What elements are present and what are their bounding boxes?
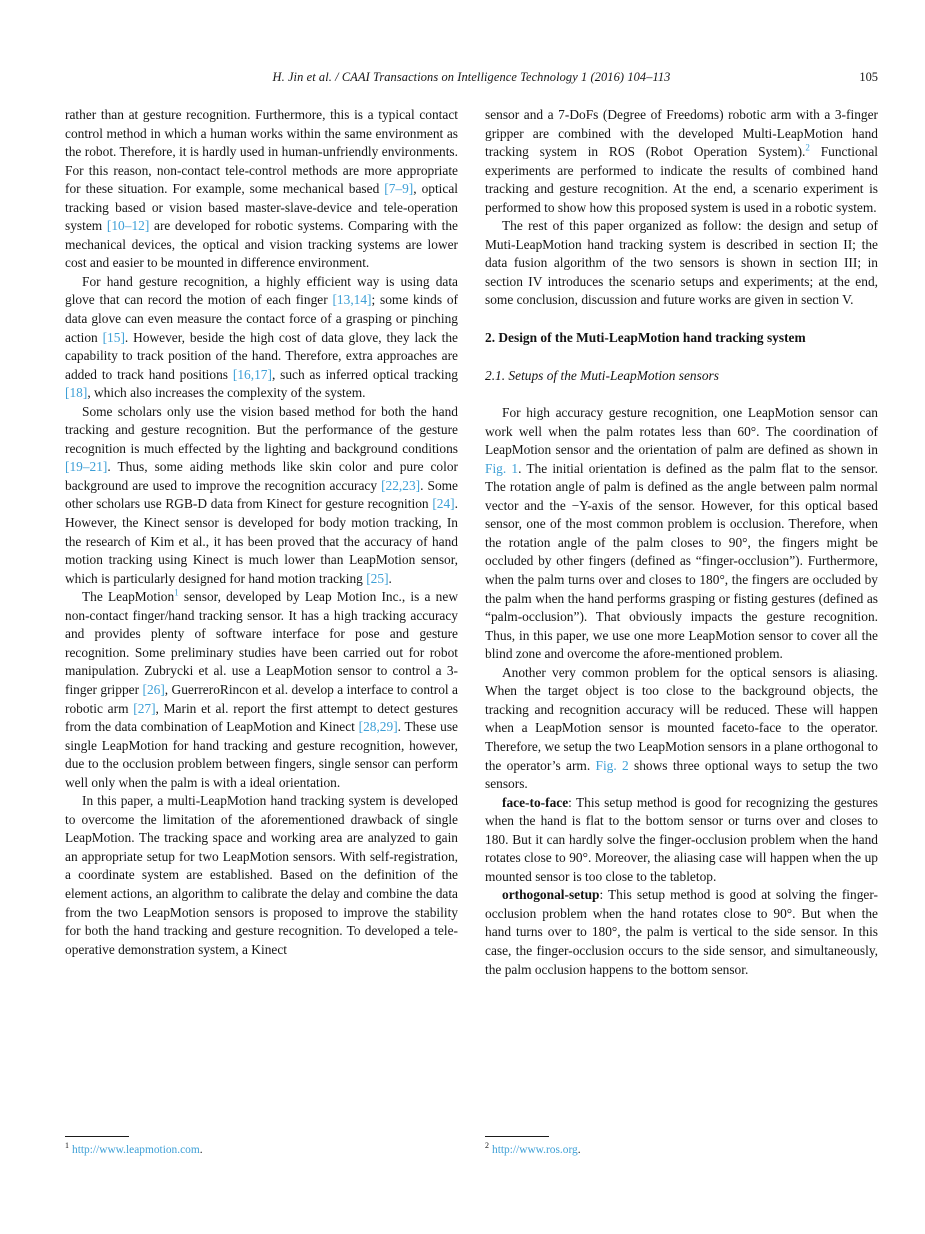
- paragraph-setups: [485, 404, 878, 664]
- paragraph-face-to-face: [485, 794, 878, 887]
- text-run: , which also increases the complexity of the system.: [87, 385, 366, 401]
- text-run: , such as inferred optical tracking: [271, 366, 458, 382]
- page-number: 105: [859, 70, 878, 84]
- two-column-body: [65, 106, 878, 979]
- text-run: 2.1. Setups of the Muti-LeapMotion sensors: [485, 367, 719, 383]
- text-run: are developed for robotic systems. Comparing with the mechanical devices, the optical and vision tracking systems are lower cost and easier to be mounted in difference environment.: [65, 218, 459, 271]
- text-run: . However, the Kinect sensor is developed for body motion tracking, In the research of Kim et al., it has been proved that the accuracy of hand motion tracking using Kinect is much lower than LeapMotion sensor, which is particularly designed for hand motion tracking: [65, 496, 458, 586]
- text-run: . However, beside the high cost of data glove, they lack the capability to track position of the hand. Therefore, extra approaches are added to track hand positions: [65, 329, 458, 382]
- section-heading: [485, 329, 878, 348]
- text-run: shows three optional ways to setup the two sensors.: [485, 757, 878, 792]
- paragraph-this-paper: [65, 792, 458, 959]
- ref-28-29[interactable]: [28,29]: [358, 719, 398, 735]
- text-run: orthogonal-setup: [502, 887, 600, 903]
- paragraph-system-continuation: [485, 106, 878, 217]
- paragraph-vision-based: [65, 403, 458, 588]
- footnote-marker: 1: [65, 1141, 69, 1151]
- footnote-2: [485, 1136, 878, 1158]
- ref-27[interactable]: [27]: [133, 700, 156, 716]
- text-run: sensor and a 7-DoFs (Degree of Freedoms) robotic arm with a 3-finger gripper are combined with the developed Multi-LeapMotion hand tracking system in ROS (Robot Operation System).: [485, 107, 878, 160]
- ref-16-17[interactable]: [16,17]: [232, 366, 272, 382]
- paragraph-aliasing: [485, 664, 878, 794]
- text-run: : This setup method is good at solving the finger-occlusion problem when the hand rotates close to 90°. But when the hand turns over to 180°, the palm is vertical to the side sensor. In this case, the finger-occlusion occurs to the side sensor, and simultaneously, the palm occlusion happens to the bottom sensor.: [485, 887, 878, 977]
- text-run: Another very common problem for the optical sensors is aliasing. When the target object is too close to the background objects, the tracking and recognition accuracy will be reduced. These will happen when a LeapMotion sensor is mounted faceto-face to the operator. Therefore, we setup the two LeapMotion sensors in a plane orthogonal to the operator’s arm.: [485, 664, 878, 773]
- text-run: For high accuracy gesture recognition, one LeapMotion sensor can work well when the palm rotates less than 60°. The coordination of LeapMotion sensor and the orientation of palm are defined as shown in: [485, 405, 878, 458]
- footnote-divider: [65, 1136, 129, 1137]
- text-run: , optical tracking based or vision based master-slave-device and tele-operation system: [65, 181, 459, 234]
- subsection-heading: [485, 367, 878, 386]
- ref-15[interactable]: [15]: [102, 329, 125, 345]
- left-column: [65, 106, 458, 979]
- ref-13-14[interactable]: [13,14]: [332, 292, 372, 308]
- footnote-suffix: .: [199, 1144, 203, 1156]
- paragraph-paper-outline: [485, 217, 878, 310]
- text-run: , GuerreroRincon et al. develop a interface to control a robotic arm: [65, 681, 459, 716]
- text-run: . The initial orientation is defined as the palm flat to the sensor. The rotation angle of palm is defined as the angle between palm normal vector and the −Y-axis of the sensor. However, for this optical based sensor, one of the most common problem is occlusion. Therefore, when the rotation angle of the palm closes to 90°, the fingers might be occluded by other fingers (defined as “finger-occlusion”). Furthermore, when the palm turns over and closes to 180°, the fingers are occluded by the palm when the hand performs grasping or fisting gestures (defined as “palm-occlusion”). That obviously impacts the gesture recognition. Thus, in this paper, we use one more LeapMotion sensor to cover all the blind zone and overcome the afore-mentioned problem.: [485, 460, 878, 662]
- footnote-text: [65, 1143, 458, 1158]
- ref-18[interactable]: [18]: [65, 385, 88, 401]
- running-head: H. Jin et al. / CAAI Transactions on Intelligence Technology 1 (2016) 104–113: [272, 70, 671, 84]
- text-run: . Thus, some aiding methods like skin color and pure color background are used to improve the recognition accuracy: [65, 459, 458, 493]
- text-run: , Marin et al. report the first attempt to detect gestures from the data combination of LeapMotion and Kinect: [65, 700, 458, 735]
- paragraph-intro-continuation: [65, 106, 458, 273]
- right-column: [485, 106, 878, 979]
- text-run: .: [388, 570, 392, 586]
- text-run: The LeapMotion: [82, 589, 175, 605]
- ref-7-9[interactable]: [7–9]: [384, 181, 414, 197]
- page-header: [65, 70, 878, 85]
- text-run: rather than at gesture recognition. Furthermore, this is a typical contact control method in which a human works within the same environment as the robot. Therefore, it is hardly used in human-unfriendly environments. For this reason, non-contact tele-control methods are more appropriate for these situation. For example, some mechanical based: [65, 107, 458, 197]
- ref-24[interactable]: [24]: [432, 496, 455, 512]
- fig-1-link[interactable]: Fig. 1: [485, 460, 519, 476]
- ref-19-21[interactable]: [19–21]: [65, 459, 108, 475]
- text-run: Functional experiments are performed to indicate the results of combined hand tracking and gesture recognition. At the end, a scenario experiment is performed to show how this proposed system is used in a robotic system.: [485, 144, 878, 215]
- text-run: : This setup method is good for recognizing the gestures when the hand is flat to the bottom sensor or turns over and closes to 180. But it can hardly solve the finger-occlusion problem when the hand rotates close to 90°. Moreover, the aliasing case will happen when the up mounted sensor is too close to the tabletop.: [485, 794, 878, 884]
- footnote-suffix: .: [577, 1144, 581, 1156]
- ref-25[interactable]: [25]: [366, 570, 389, 586]
- text-run: ; some kinds of data glove can even measure the contact force of a grasping or pinching action: [65, 292, 458, 345]
- text-run: face-to-face: [502, 794, 569, 810]
- ref-10-12[interactable]: [10–12]: [106, 218, 150, 234]
- text-run: In this paper, a multi-LeapMotion hand tracking system is developed to overcome the limitation of the aforementioned drawback of single LeapMotion. The tracking space and working area are analyzed to gain an appropriate setup for two LeapMotion sensors. With self-registration, a coordinate system are established. Based on the definition of the element actions, an algorithm to calibrate the delay and combine the data from the two LeapMotion sensors is proposed to improve the stability for both the hand tracking and gesture recognition. To developed a tele-operative demonstration system, a Kinect: [65, 793, 458, 957]
- text-run: . These use single LeapMotion for hand tracking and gesture recognition, however, due to the occlusion problem between fingers, single sensor can perform well only when the palm is with a ideal orientation.: [65, 719, 458, 790]
- text-run: . Some other scholars use RGB-D data from Kinect for gesture recognition: [65, 477, 458, 512]
- ref-22-23[interactable]: [22,23]: [381, 477, 421, 493]
- footnote-marker: 2: [485, 1141, 489, 1151]
- footnote-text: [485, 1143, 878, 1158]
- paragraph-leapmotion: [65, 588, 458, 792]
- footnote-link-ros[interactable]: http://www.ros.org: [492, 1144, 578, 1156]
- text-run: sensor, developed by Leap Motion Inc., is a new non-contact finger/hand tracking sensor. It has a high tracking accuracy and provides plenty of software interface for pose and gesture recognition. Some preliminary studies have been carried out for robot manipulation. Zubrycki et al. use a LeapMotion sensor to control a 3-finger gripper: [65, 589, 458, 697]
- footnote-divider: [485, 1136, 549, 1137]
- footnote-ref-1[interactable]: 1: [174, 587, 179, 598]
- footnote-ref-2[interactable]: 2: [805, 142, 810, 153]
- text-run: For hand gesture recognition, a highly efficient way is using data glove that can record the motion of each finger: [65, 273, 458, 308]
- footnote-1: [65, 1136, 458, 1158]
- text-run: 2. Design of the Muti-LeapMotion hand tracking system: [485, 330, 806, 346]
- ref-26[interactable]: [26]: [142, 681, 165, 697]
- paragraph-orthogonal-setup: [485, 886, 878, 979]
- fig-2-link[interactable]: Fig. 2: [595, 757, 629, 773]
- footnote-link-leapmotion[interactable]: http://www.leapmotion.com: [72, 1144, 200, 1156]
- paragraph-data-glove: [65, 273, 458, 403]
- text-run: The rest of this paper organized as follow: the design and setup of Muti-LeapMotion hand tracking system is described in section II; the data fusion algorithm of the two sensors is shown in section III; in section IV introduces the scenario setups and experiments; at the end, some conclusion, discussion and future works are given in section V.: [485, 218, 878, 308]
- text-run: Some scholars only use the vision based method for both the hand tracking and gesture recognition. But the performance of the gesture recognition is much effected by the lighting and background conditions: [65, 403, 458, 456]
